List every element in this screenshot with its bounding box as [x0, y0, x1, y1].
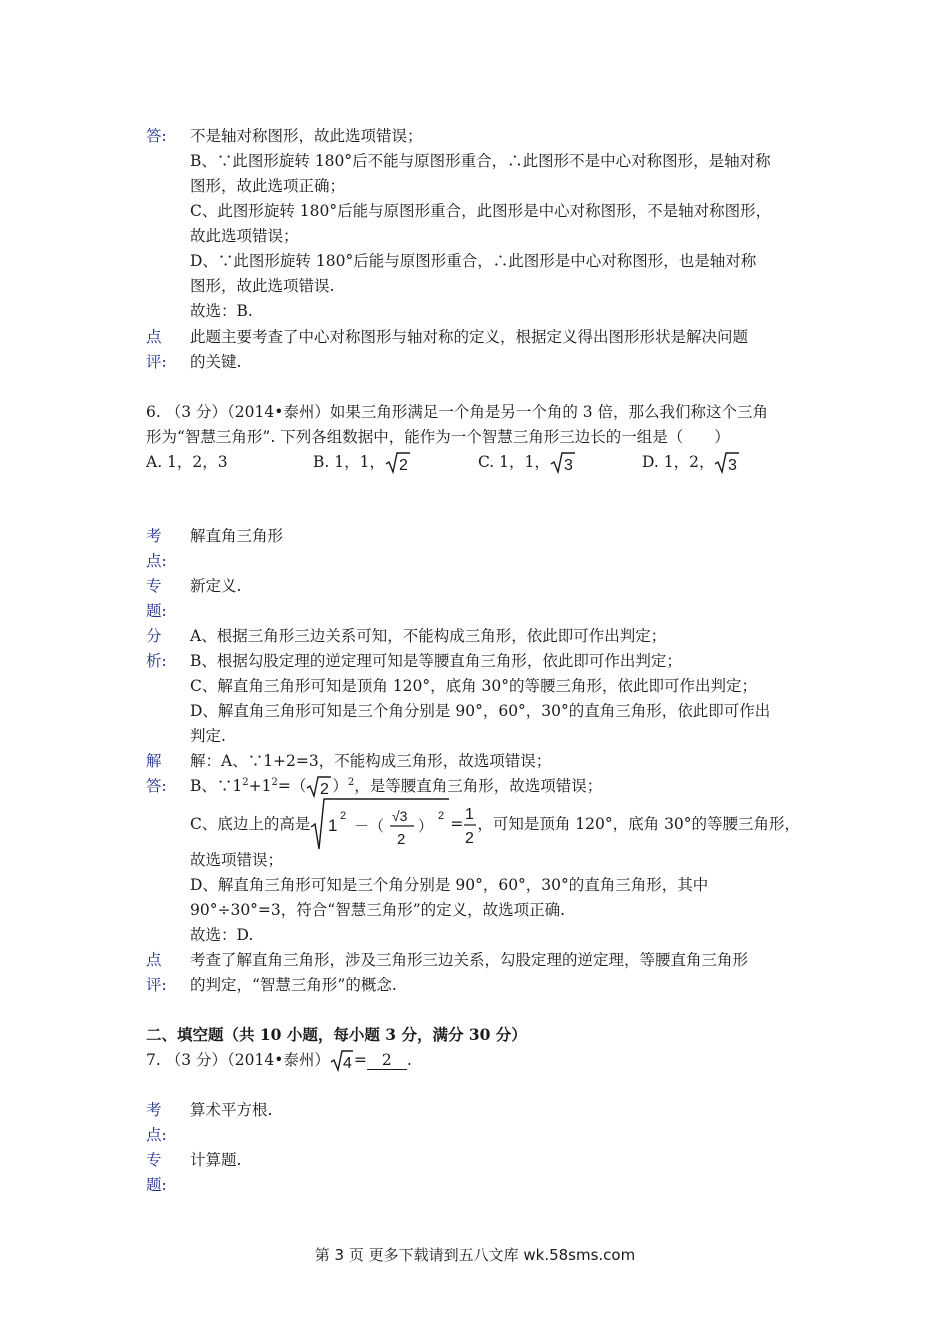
- review-text: 此题主要考查了中心对称图形与轴对称的定义，根据定义得出图形形状是解决问题: [190, 328, 749, 346]
- option-d: D. 1，2， 3: [642, 451, 740, 475]
- answer-blank: 2: [367, 1051, 407, 1070]
- answer-line: 图形，故此选项错误.: [190, 277, 335, 295]
- answer-line: C、此图形旋转 180°后能与原图形重合，此图形是中心对称图形，不是轴对称图形，: [190, 202, 772, 220]
- option-b: B. 1，1， 2: [313, 451, 411, 475]
- svg-text:4: 4: [342, 1055, 352, 1072]
- jieda-line: D、解直角三角形可知是三个角分别是 90°，60°，30°的直角三角形，其中: [190, 876, 709, 894]
- dianping-label: 点: [146, 951, 162, 969]
- svg-text:√3: √3: [392, 808, 408, 824]
- review-text: 的关键.: [190, 353, 242, 371]
- question-6-stem: 6. （3 分）（2014•泰州）如果三角形满足一个角是另一个角的 3 倍，那么我们称这个三角: [146, 403, 769, 421]
- jieda-line: 解：A、∵1+2=3，不能构成三角形，故选项错误；: [190, 752, 552, 770]
- answer-line: 故选：B.: [190, 302, 253, 320]
- page-footer: 第 3 页 更多下载请到五八文库 wk.58sms.com: [314, 1246, 636, 1264]
- dianping-label: 评:: [146, 976, 167, 994]
- option-c: C. 1，1， 3: [478, 451, 576, 475]
- svg-text:－（: －（: [354, 817, 385, 835]
- dianping-text: 考查了解直角三角形，涉及三角形三边关系，勾股定理的逆定理，等腰直角三角形: [190, 951, 749, 969]
- question-7-stem: 7. （3 分）（2014•泰州） 4 = 2 .: [146, 1051, 412, 1072]
- svg-text:2: 2: [320, 781, 330, 798]
- answer-line: B、∵此图形旋转 180°后不能与原图形重合，∴此图形不是中心对称图形，是轴对称: [190, 152, 771, 170]
- fenxi-label: 析:: [146, 652, 167, 670]
- svg-text:2: 2: [398, 457, 408, 474]
- sqrt-icon: [385, 451, 411, 475]
- dianping-text: 的判定，“智慧三角形”的概念.: [190, 976, 397, 994]
- zhuanti-text: 计算题.: [190, 1151, 242, 1169]
- sqrt-icon: [714, 451, 740, 475]
- svg-text:1: 1: [328, 816, 338, 835]
- fenxi-label: 分: [146, 627, 162, 645]
- svg-text:）: ）: [418, 817, 434, 835]
- svg-text:3: 3: [563, 457, 573, 474]
- answer-line: D、∵此图形旋转 180°后能与原图形重合，∴此图形是中心对称图形，也是轴对称: [190, 252, 757, 270]
- zhuanti-label: 题:: [146, 1176, 167, 1194]
- zhuanti-label: 专: [146, 577, 162, 595]
- svg-text:2: 2: [438, 810, 445, 822]
- fenxi-line: C、解直角三角形可知是顶角 120°，底角 30°的等腰三角形，依此即可作出判定；: [190, 677, 758, 695]
- zhuanti-label: 题:: [146, 602, 167, 620]
- svg-text:1: 1: [465, 806, 475, 823]
- jieda-label: 解: [146, 752, 162, 770]
- option-a: A. 1，2，3: [146, 453, 228, 471]
- review-label: 评:: [146, 353, 167, 371]
- answer-line: 故此选项错误；: [190, 227, 299, 245]
- sqrt-icon: [330, 1049, 354, 1073]
- svg-text:2: 2: [465, 830, 475, 847]
- jieda-line: 故选项错误；: [190, 851, 284, 869]
- zhuanti-label: 专: [146, 1151, 162, 1169]
- zhuanti-text: 新定义.: [190, 577, 242, 595]
- fenxi-line: A、根据三角形三边关系可知，不能构成三角形，依此即可作出判定；: [190, 627, 667, 645]
- kaodian-label: 考: [146, 527, 162, 545]
- kaodian-label: 考: [146, 1101, 162, 1119]
- jieda-line-b: B、$\because 1^2+1^2=$（ 2 ）$^2$，是等腰直角三角形，故选项错误；: [190, 777, 603, 798]
- fenxi-line: D、解直角三角形可知是三个角分别是 90°，60°，30°的直角三角形，依此即可作出: [190, 702, 771, 720]
- kaodian-text: 算术平方根.: [190, 1101, 273, 1119]
- answer-label: 答:: [146, 127, 167, 145]
- answer-line: 不是轴对称图形，故此选项错误；: [190, 127, 423, 145]
- jieda-line: 故选：D.: [190, 926, 254, 944]
- sqrt-icon: [310, 797, 450, 853]
- svg-text:2: 2: [397, 831, 406, 848]
- kaodian-label: 点:: [146, 552, 167, 570]
- kaodian-text: 解直角三角形: [190, 527, 284, 545]
- jieda-label: 答:: [146, 777, 167, 795]
- svg-text:2: 2: [340, 810, 347, 822]
- answer-line: 图形，故此选项正确；: [190, 177, 346, 195]
- fraction-icon: [463, 801, 477, 849]
- section-title: 二、填空题（共 10 小题，每小题 3 分，满分 30 分）: [146, 1025, 527, 1044]
- review-label: 点: [146, 328, 162, 346]
- sqrt-icon: [550, 451, 576, 475]
- fenxi-line: B、根据勾股定理的逆定理可知是等腰直角三角形，依此即可作出判定；: [190, 652, 682, 670]
- jieda-line-c: C、底边上的高是 1 2 －（ √3 2 ） 2 = 1 2 ，可知是顶角 120°，底角 30°的等腰三角形，: [190, 796, 800, 853]
- kaodian-label: 点:: [146, 1126, 167, 1144]
- jieda-line: 90°÷30°=3，符合“智慧三角形”的定义，故选项正确.: [190, 901, 566, 919]
- question-6-stem: 形为“智慧三角形”. 下列各组数据中，能作为一个智慧三角形三边长的一组是（ ）: [146, 428, 730, 446]
- svg-text:3: 3: [728, 457, 738, 474]
- fenxi-line: 判定.: [190, 727, 226, 745]
